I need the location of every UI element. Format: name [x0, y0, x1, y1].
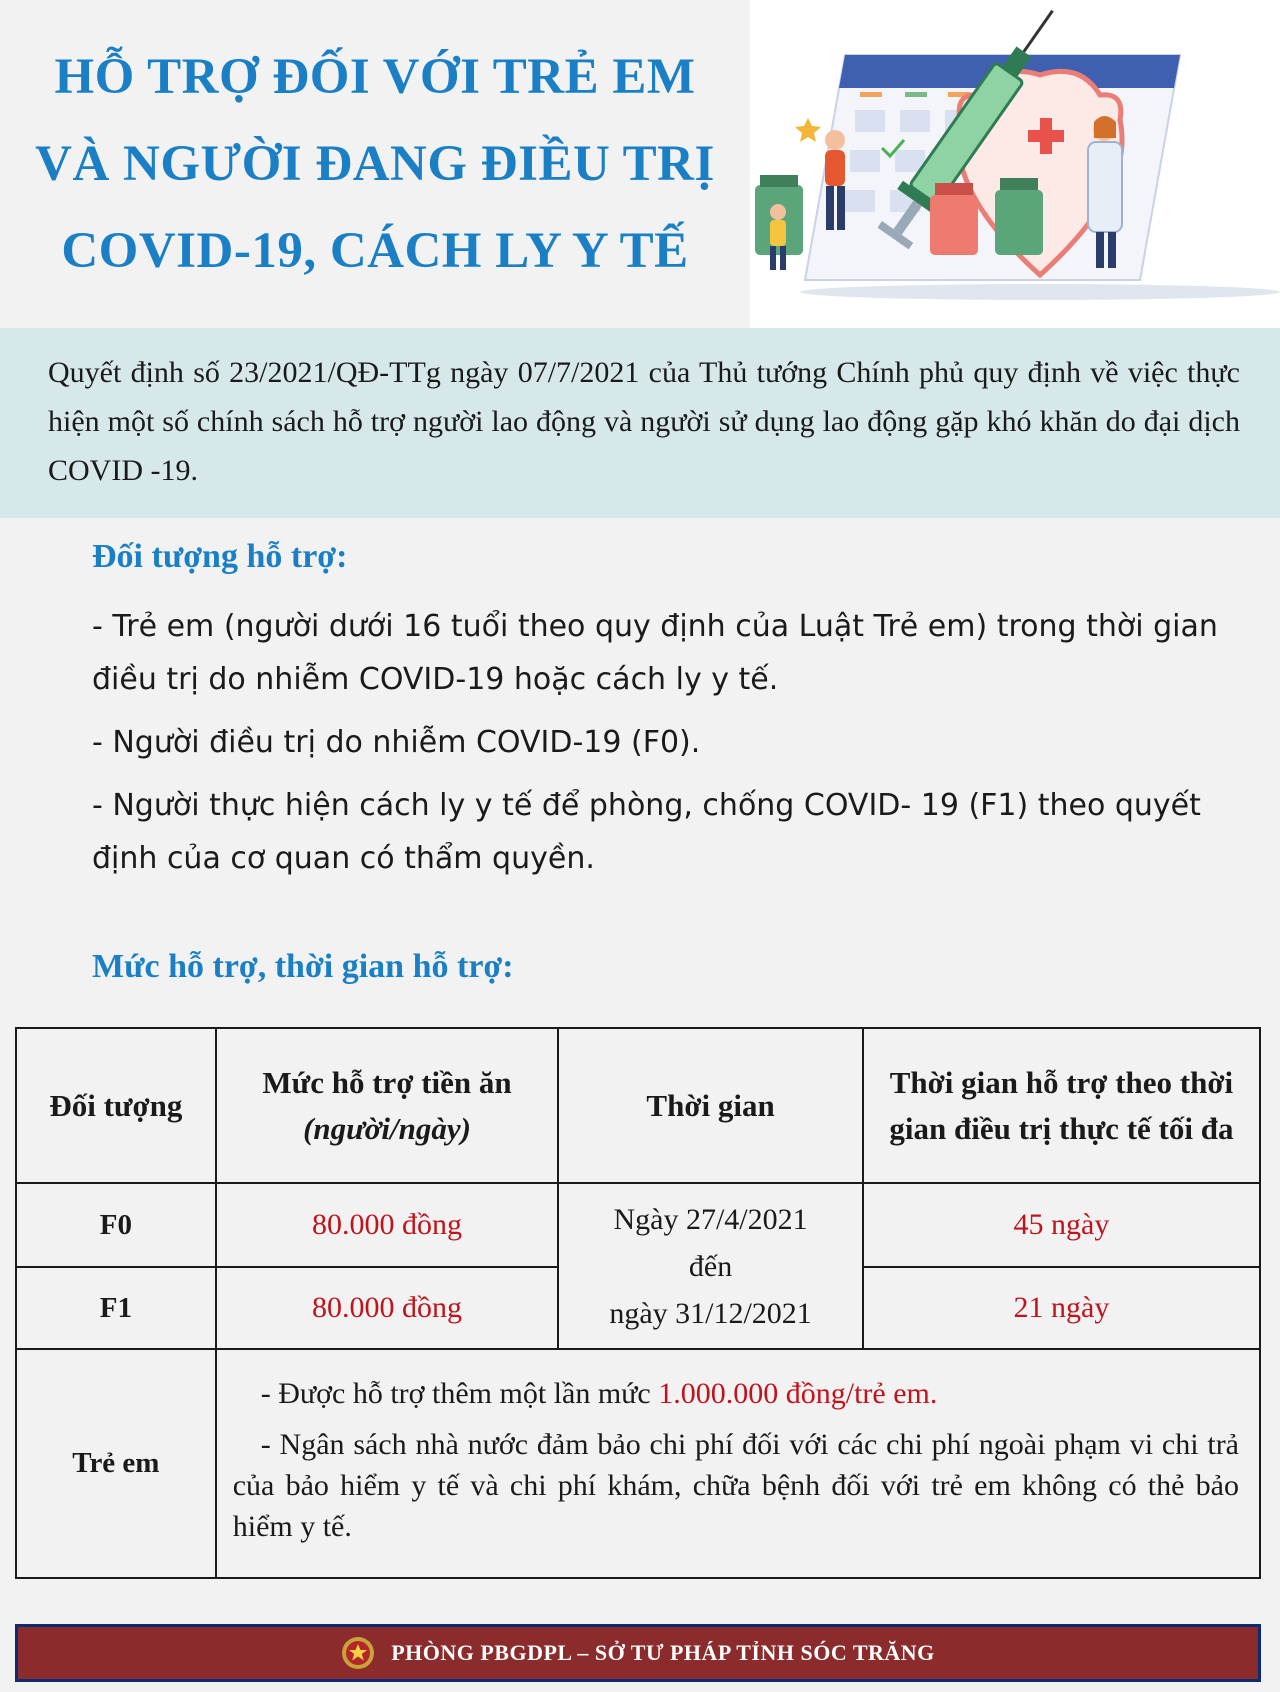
page-title [0, 0, 750, 328]
table-header-row [16, 1028, 1260, 1183]
support-table [15, 1027, 1261, 1579]
child-support-cell [216, 1349, 1260, 1578]
row-object: F0 [16, 1183, 216, 1267]
header-period: Thời gian [558, 1028, 863, 1183]
beneficiary-item: - Trẻ em (người dưới 16 tuổi theo quy định của Luật Trẻ em) trong thời gian điều trị do nhiễm COVID-19 hoặc cách ly y tế. [92, 609, 1218, 697]
row-max-days: 45 ngày [863, 1183, 1260, 1267]
table-row-child [16, 1349, 1260, 1578]
row-amount: 80.000 đồng [216, 1183, 559, 1267]
child-support-amount: 1.000.000 đồng/trẻ em. [658, 1376, 938, 1410]
child-support-line-2: - Ngân sách nhà nước đảm bảo chi phí đối với các chi phí ngoài phạm vi chi trả của bảo hiểm y tế và chi phí khám, chữa bệnh đối với trẻ em không có thẻ bảo hiểm y tế. [232, 1427, 1239, 1543]
header-amount [216, 1028, 559, 1183]
header-max-days: Thời gian hỗ trợ theo thời gian điều trị thực tế tối đa [863, 1028, 1260, 1183]
footer-text: PHÒNG PBGDPL – SỞ TƯ PHÁP TỈNH SÓC TRĂNG [391, 1640, 935, 1665]
beneficiary-item: - Người thực hiện cách ly y tế để phòng, chống COVID- 19 (F1) theo quyết định của cơ quan có thẩm quyền. [92, 788, 1201, 876]
beneficiary-item: - Người điều trị do nhiễm COVID-19 (F0). [92, 725, 701, 760]
child-support-line-1 [233, 1373, 1239, 1414]
beneficiaries-list [92, 600, 1222, 895]
intro-text: Quyết định số 23/2021/QĐ-TTg ngày 07/7/2021 của Thủ tướng Chính phủ quy định về việc thực hiện một số chính sách hỗ trợ người lao động và người sử dụng lao động gặp khó khăn do đại dịch COVID -19. [48, 356, 1240, 487]
period-start: Ngày 27/4/2021 [613, 1202, 808, 1236]
beneficiaries-heading: Đối tượng hỗ trợ: [92, 538, 348, 575]
intro-band [0, 328, 1280, 518]
title-line-1: HỖ TRỢ ĐỐI VỚI TRẺ EM [54, 48, 696, 105]
table-row [16, 1183, 1260, 1267]
header-amount-label: Mức hỗ trợ tiền ăn [262, 1064, 512, 1100]
period-end: ngày 31/12/2021 [609, 1296, 812, 1330]
support-heading: Mức hỗ trợ, thời gian hỗ trợ: [92, 948, 514, 985]
child-support-prefix: - Được hỗ trợ thêm một lần mức [260, 1376, 659, 1410]
row-amount: 80.000 đồng [216, 1267, 559, 1349]
footer-bar [15, 1624, 1261, 1682]
period-cell [558, 1183, 863, 1349]
illustration-svg [750, 0, 1280, 328]
period-to: đến [688, 1249, 733, 1283]
header [0, 0, 1280, 328]
row-max-days: 21 ngày [863, 1267, 1260, 1349]
row-object: F1 [16, 1267, 216, 1349]
title-line-3: COVID-19, CÁCH LY Y TẾ [61, 222, 689, 279]
justice-emblem-icon [341, 1636, 375, 1670]
header-amount-unit: (người/ngày) [303, 1110, 471, 1146]
title-line-2: VÀ NGƯỜI ĐANG ĐIỀU TRỊ [35, 135, 715, 192]
header-object: Đối tượng [16, 1028, 216, 1183]
vaccination-illustration [750, 0, 1280, 328]
child-object: Trẻ em [16, 1349, 216, 1578]
